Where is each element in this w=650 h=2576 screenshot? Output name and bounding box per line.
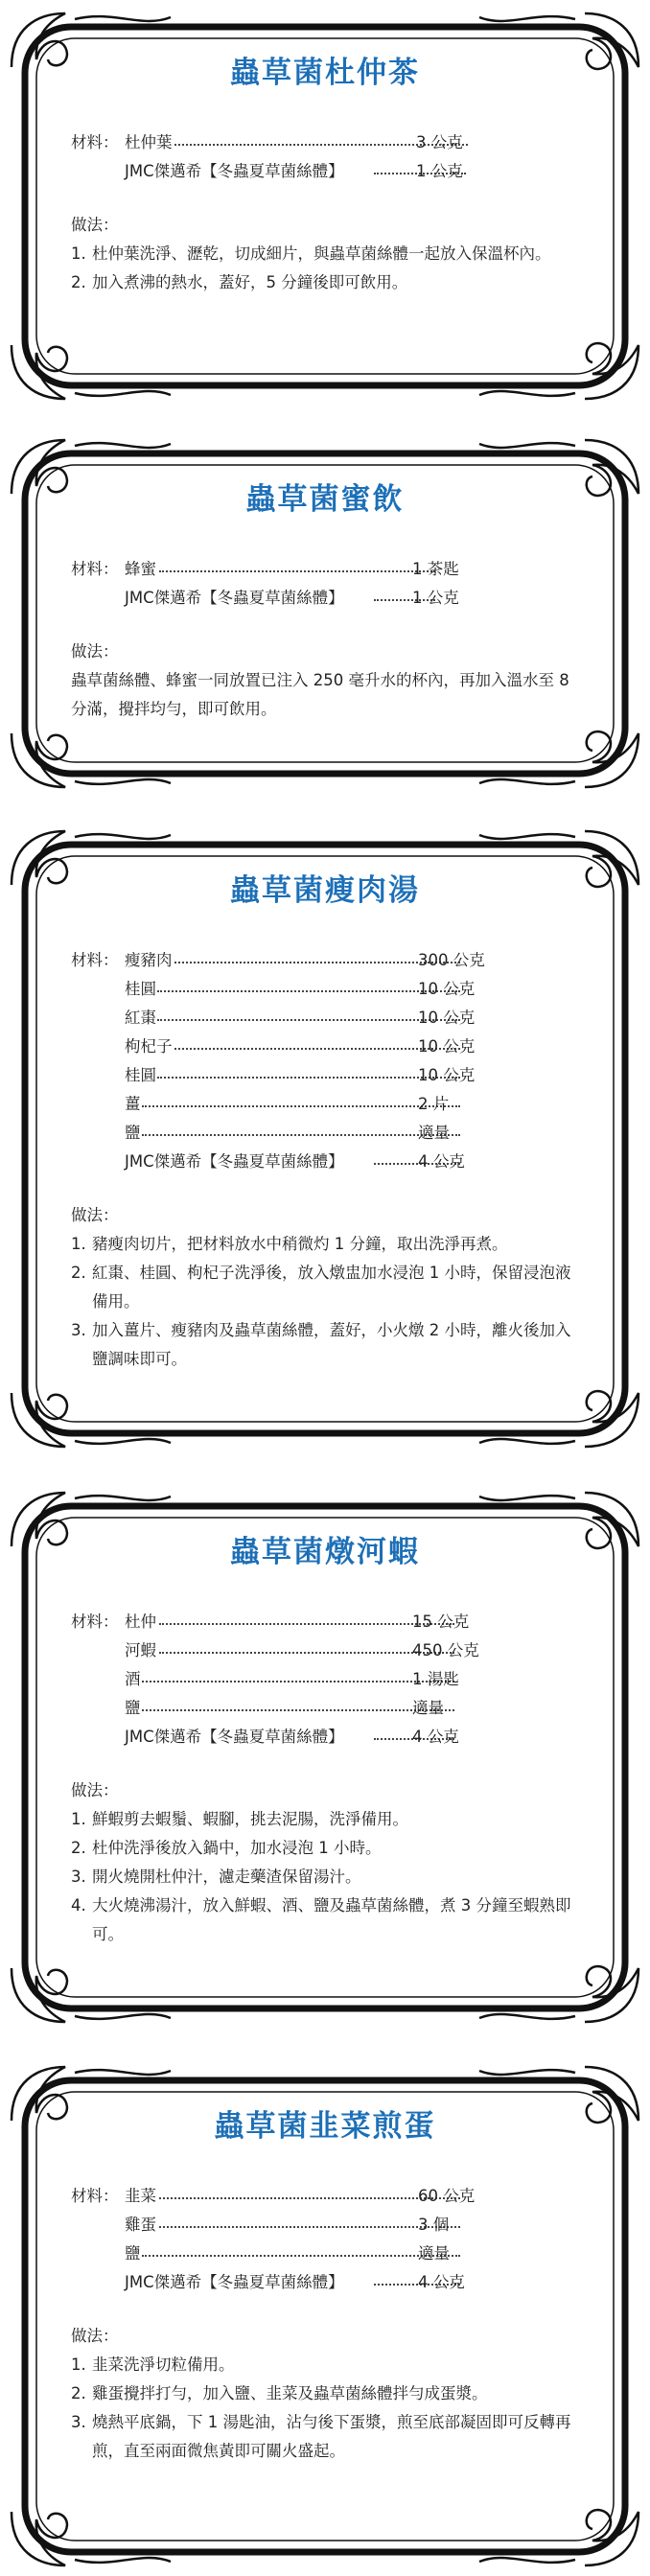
materials-label: 材料： <box>71 133 119 151</box>
material-amount: 適量 <box>418 1124 450 1142</box>
material-name: 鹽 <box>125 1699 141 1717</box>
material-amount: 60 公克 <box>418 2187 476 2205</box>
recipe-card <box>8 436 642 791</box>
material-amount: 450 公克 <box>412 1641 479 1659</box>
recipe-card <box>8 827 642 1450</box>
material-name: 鹽 <box>125 1124 141 1142</box>
material-name: 桂圓 <box>125 1066 156 1084</box>
recipe-title: 蟲草菌蜜飲 <box>245 482 405 517</box>
material-name: 杜仲葉 <box>125 133 173 151</box>
material-name: 鹽 <box>125 2244 141 2263</box>
material-name: 韭菜 <box>125 2187 156 2205</box>
material-row <box>71 157 579 186</box>
material-name: 桂圓 <box>125 980 156 998</box>
recipe-card <box>8 10 642 403</box>
material-amount: 2 片 <box>418 1095 450 1113</box>
materials-label: 材料： <box>71 1613 119 1631</box>
recipe-title: 蟲草菌瘦肉湯 <box>230 873 420 908</box>
method-label: 做法： <box>71 216 119 234</box>
method-label: 做法： <box>71 1206 119 1224</box>
method-step: 4. 大火燒沸湯汁，放入鮮蝦、酒、鹽及蟲草菌絲體，煮 3 分鐘至蝦熟即可。 <box>71 1896 571 1943</box>
material-amount: 4 公克 <box>418 2273 465 2291</box>
method-step: 1. 杜仲葉洗淨、瀝乾，切成細片，與蟲草菌絲體一起放入保溫杯內。 <box>71 244 551 263</box>
material-row <box>71 1723 579 1752</box>
method-step: 3. 加入薑片、瘦豬肉及蟲草菌絲體，蓋好，小火燉 2 小時，離火後加入鹽調味即可。 <box>71 1321 571 1368</box>
material-row <box>71 1061 579 1090</box>
material-row <box>71 128 579 157</box>
material-row <box>71 1694 579 1723</box>
method-label: 做法： <box>71 1781 119 1799</box>
material-name: JMC傑邁希【冬蟲夏草菌絲體】 <box>125 1152 344 1171</box>
material-name: 河蝦 <box>125 1641 156 1659</box>
material-row <box>71 1148 579 1176</box>
method-step: 1. 鮮蝦剪去蝦鬚、蝦腳，挑去泥腸，洗淨備用。 <box>71 1810 408 1828</box>
method-step: 2. 杜仲洗淨後放入鍋中，加水浸泡 1 小時。 <box>71 1839 382 1857</box>
material-amount: 1 湯匙 <box>412 1670 459 1688</box>
material-row <box>71 975 579 1004</box>
material-amount: 4 公克 <box>412 1728 459 1746</box>
material-amount: 10 公克 <box>418 1066 476 1084</box>
material-amount: 1 茶匙 <box>412 560 459 578</box>
material-amount: 15 公克 <box>412 1613 470 1631</box>
material-name: 瘦豬肉 <box>125 951 173 969</box>
material-row <box>71 1665 579 1694</box>
material-row <box>71 1004 579 1033</box>
material-amount: 適量 <box>418 2244 450 2263</box>
material-amount: 適量 <box>412 1699 444 1717</box>
material-name: 杜仲 <box>125 1613 156 1631</box>
material-row <box>71 2268 579 2297</box>
material-amount: 1 公克 <box>412 589 459 607</box>
material-row <box>71 1033 579 1061</box>
material-amount: 4 公克 <box>418 1152 465 1171</box>
material-row <box>71 2182 579 2211</box>
method-label: 做法： <box>71 642 119 661</box>
material-amount: 10 公克 <box>418 980 476 998</box>
method-step: 1. 韭菜洗淨切粒備用。 <box>71 2356 235 2374</box>
material-row <box>71 584 579 613</box>
material-row <box>71 946 579 975</box>
recipe-title: 蟲草菌韭菜煎蛋 <box>214 2109 436 2144</box>
material-row <box>71 1636 579 1665</box>
material-name: JMC傑邁希【冬蟲夏草菌絲體】 <box>125 162 344 180</box>
material-amount: 10 公克 <box>418 1037 476 1056</box>
material-amount: 10 公克 <box>418 1009 476 1027</box>
material-name: 雞蛋 <box>125 2216 156 2234</box>
recipe-title: 蟲草菌杜仲茶 <box>230 56 420 90</box>
method-step: 2. 紅棗、桂圓、枸杞子洗淨後，放入燉盅加水浸泡 1 小時，保留浸泡液備用。 <box>71 1264 571 1311</box>
method-paragraph: 蟲草菌絲體、蜂蜜一同放置已注入 250 毫升水的杯內，再加入溫水至 8 分滿，攪拌均勻，即可飲用。 <box>71 671 569 718</box>
materials-label: 材料： <box>71 951 119 969</box>
material-name: JMC傑邁希【冬蟲夏草菌絲體】 <box>125 589 344 607</box>
material-name: 薑 <box>125 1095 141 1113</box>
materials-label: 材料： <box>71 2187 119 2205</box>
material-row <box>71 2211 579 2239</box>
materials-label: 材料： <box>71 560 119 578</box>
material-row <box>71 555 579 584</box>
material-name: 枸杞子 <box>125 1037 173 1056</box>
method-step: 2. 雞蛋攪拌打勻，加入鹽、韭菜及蟲草菌絲體拌勻成蛋漿。 <box>71 2384 488 2402</box>
material-amount: 3 個 <box>418 2216 450 2234</box>
method-step: 1. 豬瘦肉切片，把材料放水中稍微灼 1 分鐘，取出洗淨再煮。 <box>71 1235 508 1253</box>
material-row <box>71 1119 579 1148</box>
method-step: 2. 加入煮沸的熱水，蓋好，5 分鐘後即可飲用。 <box>71 273 408 291</box>
method-label: 做法： <box>71 2327 119 2345</box>
material-amount: 3 公克 <box>416 133 463 151</box>
material-row <box>71 2239 579 2268</box>
material-name: JMC傑邁希【冬蟲夏草菌絲體】 <box>125 2273 344 2291</box>
material-name: 蜂蜜 <box>125 560 156 578</box>
material-name: JMC傑邁希【冬蟲夏草菌絲體】 <box>125 1728 344 1746</box>
recipe-card <box>8 1489 642 2026</box>
material-amount: 300 公克 <box>418 951 485 969</box>
material-row <box>71 1608 579 1636</box>
method-step: 3. 燒熱平底鍋，下 1 湯匙油，沾勻後下蛋漿，煎至底部凝固即可反轉再煎，直至兩面微焦黃即可關火盛起。 <box>71 2413 571 2460</box>
material-row <box>71 1090 579 1119</box>
method-step: 3. 開火燒開杜仲汁，濾走藥渣保留湯汁。 <box>71 1868 361 1886</box>
material-name: 酒 <box>125 1670 141 1688</box>
material-amount: 1 公克 <box>416 162 463 180</box>
material-name: 紅棗 <box>125 1009 156 1027</box>
recipe-title: 蟲草菌燉河蝦 <box>230 1535 420 1569</box>
recipe-card <box>8 2063 642 2569</box>
